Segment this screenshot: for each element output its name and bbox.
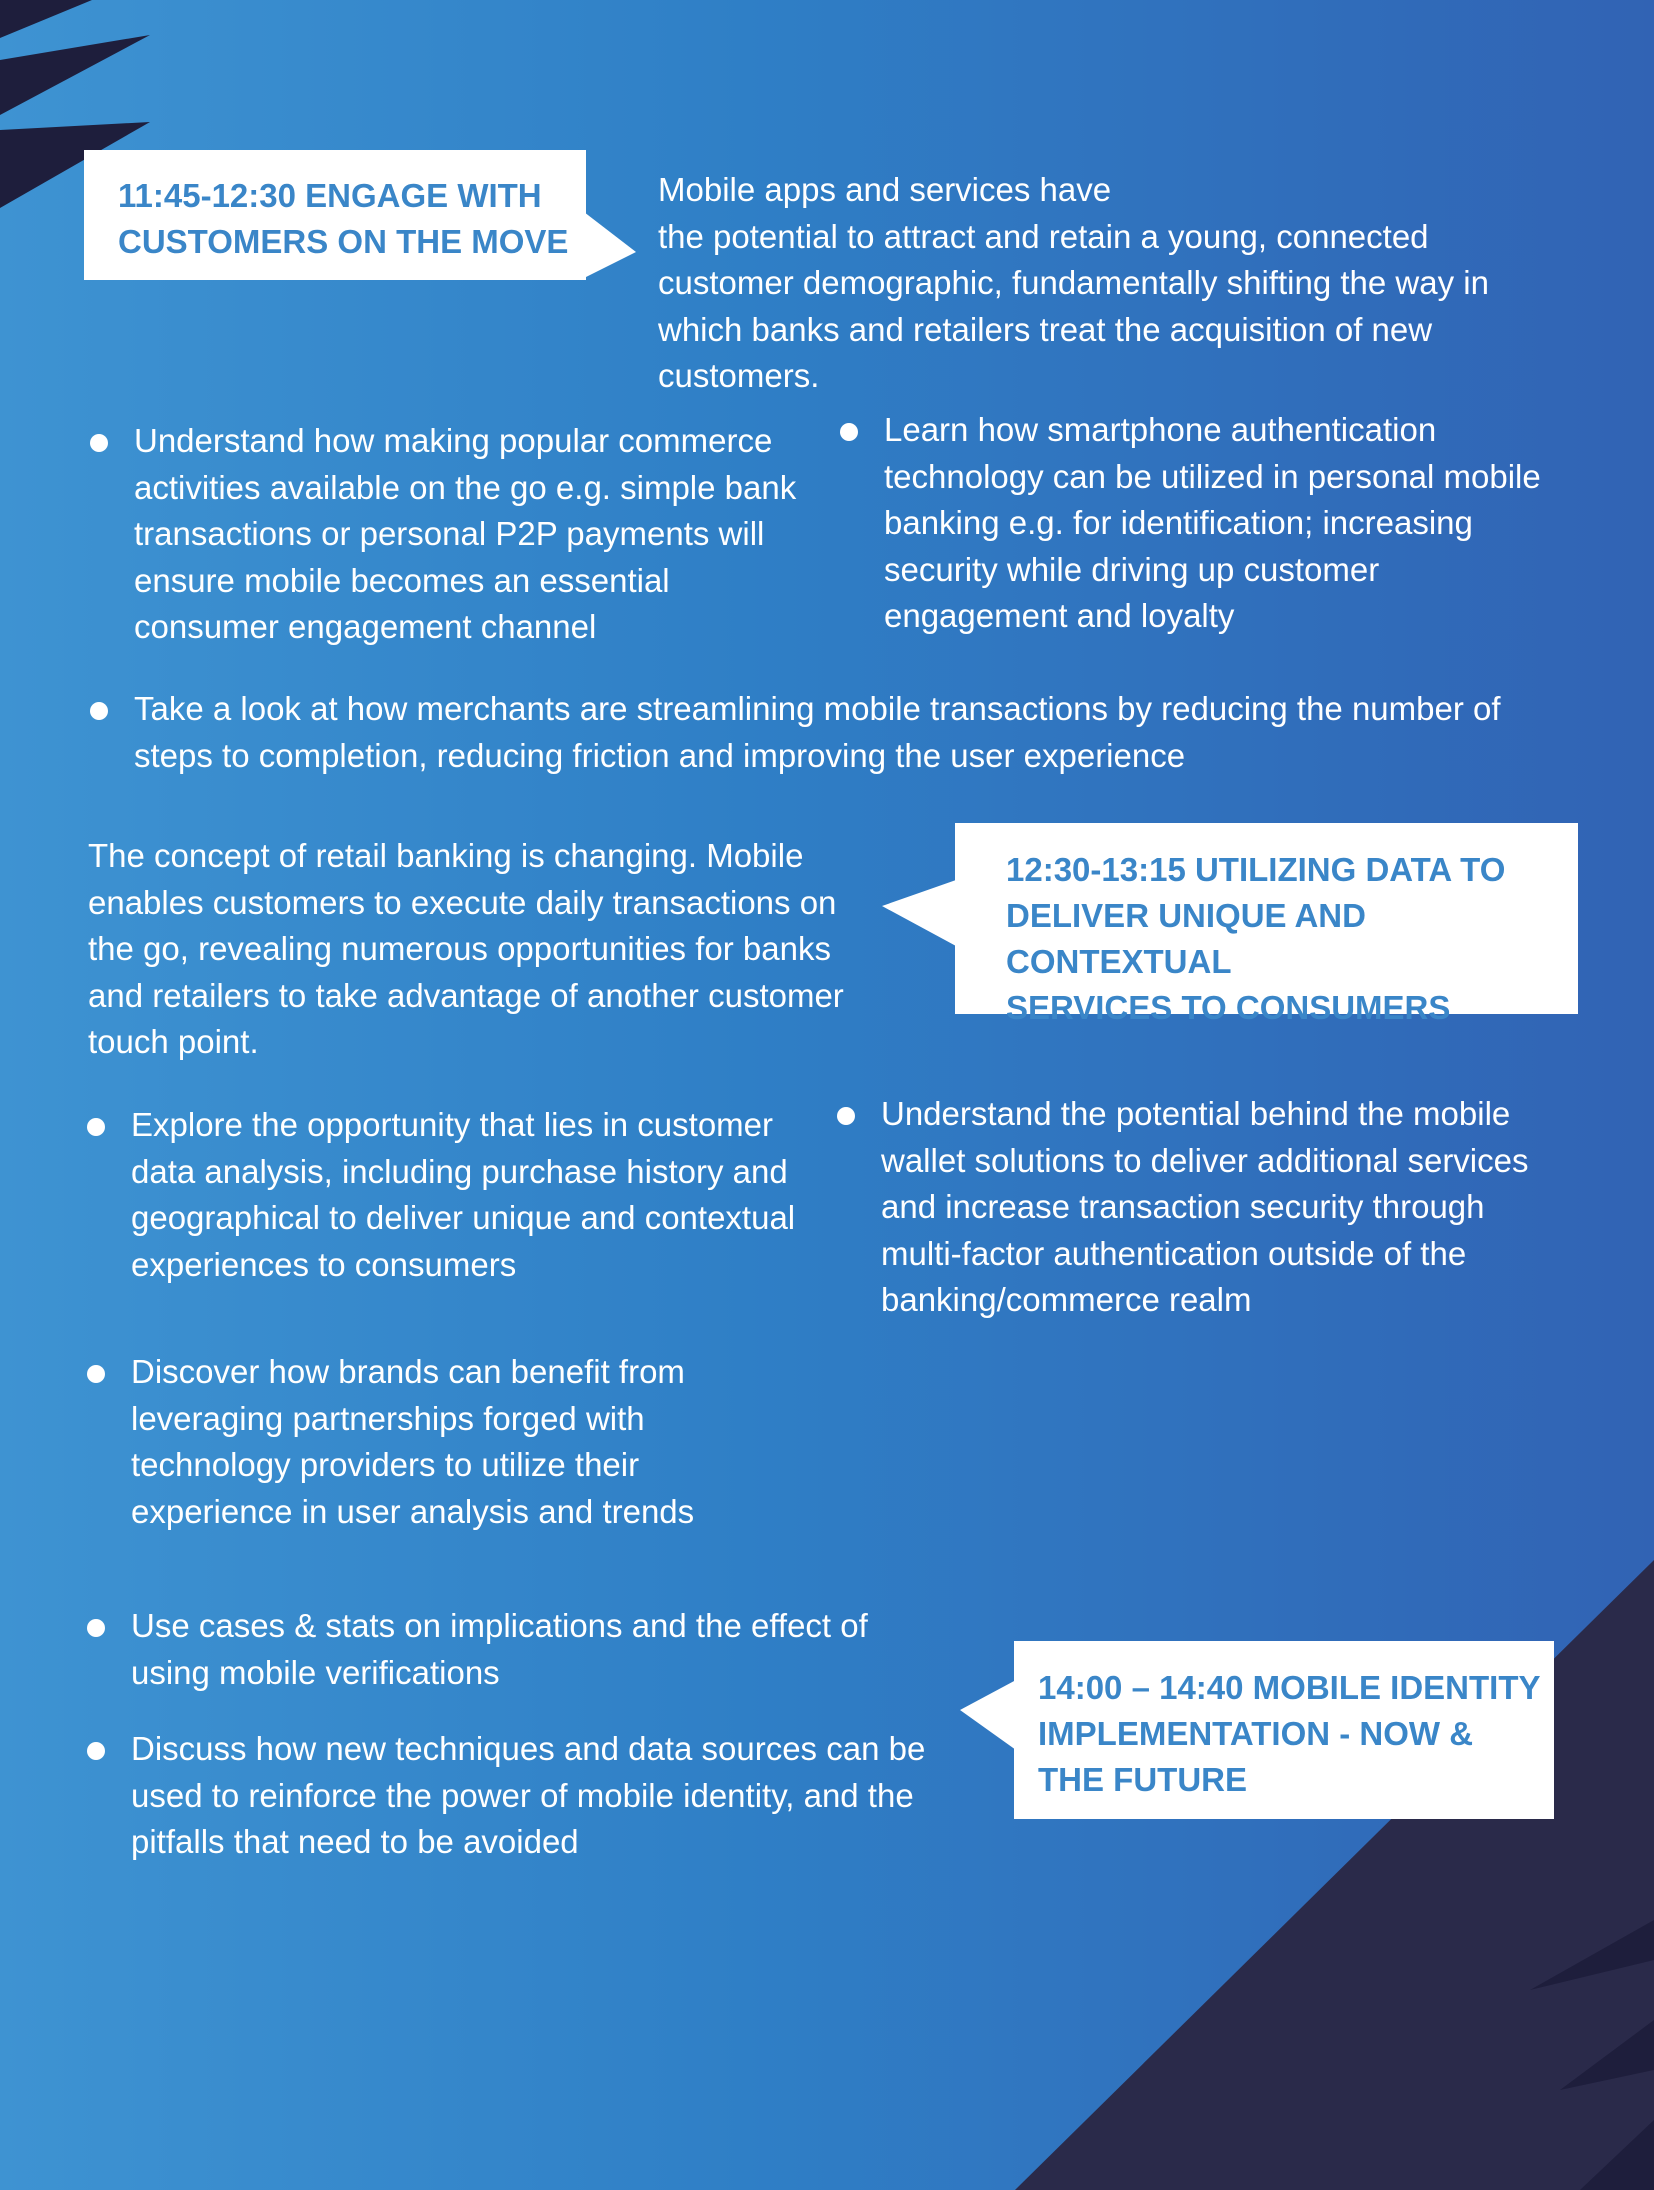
- intro-line: touch point.: [88, 1023, 259, 1060]
- bullet-line: Discover how brands can benefit from: [131, 1353, 685, 1390]
- bullet-dot-icon: [87, 1619, 105, 1637]
- session-title-line: 12:30-13:15 UTILIZING DATA TO: [1006, 851, 1506, 888]
- intro-line: The concept of retail banking is changing. Mobile: [88, 837, 804, 874]
- bullet-line: wallet solutions to deliver additional services: [881, 1141, 1529, 1179]
- bullet-line: security while driving up customer: [884, 550, 1380, 588]
- bullet-line: Learn how smartphone authentication: [884, 411, 1437, 448]
- bullet-line: technology providers to utilize their: [131, 1446, 640, 1483]
- bullet-line: Discuss how new techniques and data sources can be: [131, 1730, 926, 1767]
- session-title-line: THE FUTURE: [1038, 1761, 1247, 1798]
- intro-line: which banks and retailers treat the acquisition of new: [658, 310, 1433, 348]
- bullet-item: [131, 1603, 868, 1696]
- bullet-line: technology can be utilized in personal mobile: [884, 457, 1541, 495]
- bullet-line: Take a look at how merchants are streamlining mobile transactions by reducing the number of: [134, 690, 1501, 727]
- bullet-line: banking/commerce realm: [881, 1281, 1252, 1318]
- speech-pointer: [960, 1680, 1016, 1750]
- bullet-dot-icon: [87, 1742, 105, 1760]
- bullet-line: used to reinforce the power of mobile identity, and the: [131, 1776, 914, 1814]
- intro-line: Mobile apps and services have: [658, 171, 1112, 208]
- session-title-box: [1014, 1641, 1554, 1819]
- intro-line: and retailers to take advantage of another customer: [88, 976, 844, 1014]
- bullet-line: multi-factor authentication outside of the: [881, 1234, 1467, 1272]
- bullet-item: [881, 1091, 1529, 1324]
- session-intro: [658, 167, 1489, 400]
- bullet-line: Understand the potential behind the mobile: [881, 1095, 1511, 1132]
- bullet-item: [134, 418, 796, 651]
- bullet-line: experience in user analysis and trends: [131, 1492, 695, 1530]
- bullet-line: ensure mobile becomes an essential: [134, 561, 670, 599]
- bullet-dot-icon: [90, 434, 108, 452]
- session-title-line: DELIVER UNIQUE AND CONTEXTUAL: [1006, 897, 1366, 980]
- speech-pointer: [882, 880, 956, 946]
- intro-line: enables customers to execute daily transactions on: [88, 883, 837, 921]
- intro-line: customer demographic, fundamentally shifting the way in: [658, 264, 1489, 301]
- bullet-line: Use cases & stats on implications and the effect of: [131, 1607, 868, 1644]
- speech-pointer: [584, 212, 636, 278]
- session-intro: [88, 833, 844, 1066]
- bullet-dot-icon: [90, 702, 108, 720]
- bullet-dot-icon: [837, 1107, 855, 1125]
- bullet-line: activities available on the go e.g. simple bank: [134, 468, 797, 506]
- session-title-line: SERVICES TO CONSUMERS: [1006, 989, 1451, 1026]
- bullet-line: transactions or personal P2P payments will: [134, 515, 765, 552]
- bullet-line: pitfalls that need to be avoided: [131, 1823, 579, 1860]
- corner-stripe-top-left: [0, 0, 92, 38]
- session-title-box: [84, 150, 586, 280]
- bullet-line: geographical to deliver unique and contextual: [131, 1199, 796, 1236]
- bullet-line: experiences to consumers: [131, 1245, 517, 1283]
- session-title-line: CUSTOMERS ON THE MOVE: [118, 223, 569, 260]
- bullet-line: data analysis, including purchase history and: [131, 1152, 788, 1190]
- session-title-line: IMPLEMENTATION - NOW &: [1038, 1715, 1474, 1752]
- bullet-line: Understand how making popular commerce: [134, 422, 773, 459]
- bullet-item: [134, 686, 1501, 779]
- corner-stripe-top-left: [0, 35, 150, 115]
- session-title-line: 11:45-12:30 ENGAGE WITH: [118, 177, 542, 214]
- bullet-line: banking e.g. for identification; increasing: [884, 504, 1473, 541]
- intro-line: the potential to attract and retain a young, connected: [658, 217, 1429, 255]
- bullet-dot-icon: [840, 423, 858, 441]
- bullet-line: Explore the opportunity that lies in customer: [131, 1106, 774, 1143]
- intro-line: customers.: [658, 357, 820, 394]
- session-title-line: 14:00 – 14:40 MOBILE IDENTITY: [1038, 1669, 1541, 1706]
- bullet-line: using mobile verifications: [131, 1653, 500, 1691]
- bullet-line: steps to completion, reducing friction and improving the user experience: [134, 736, 1186, 774]
- session-title-box: [955, 823, 1578, 1026]
- bullet-dot-icon: [87, 1118, 105, 1136]
- bullet-dot-icon: [87, 1365, 105, 1383]
- bullet-item: [884, 407, 1541, 640]
- bullet-item: [131, 1349, 694, 1535]
- bullet-item: [131, 1102, 795, 1288]
- intro-line: the go, revealing numerous opportunities for banks: [88, 930, 831, 967]
- bullet-line: consumer engagement channel: [134, 608, 597, 645]
- bullet-line: leveraging partnerships forged with: [131, 1399, 645, 1437]
- bullet-line: and increase transaction security through: [881, 1188, 1485, 1225]
- bullet-item: [131, 1726, 925, 1866]
- bullet-line: engagement and loyalty: [884, 597, 1235, 634]
